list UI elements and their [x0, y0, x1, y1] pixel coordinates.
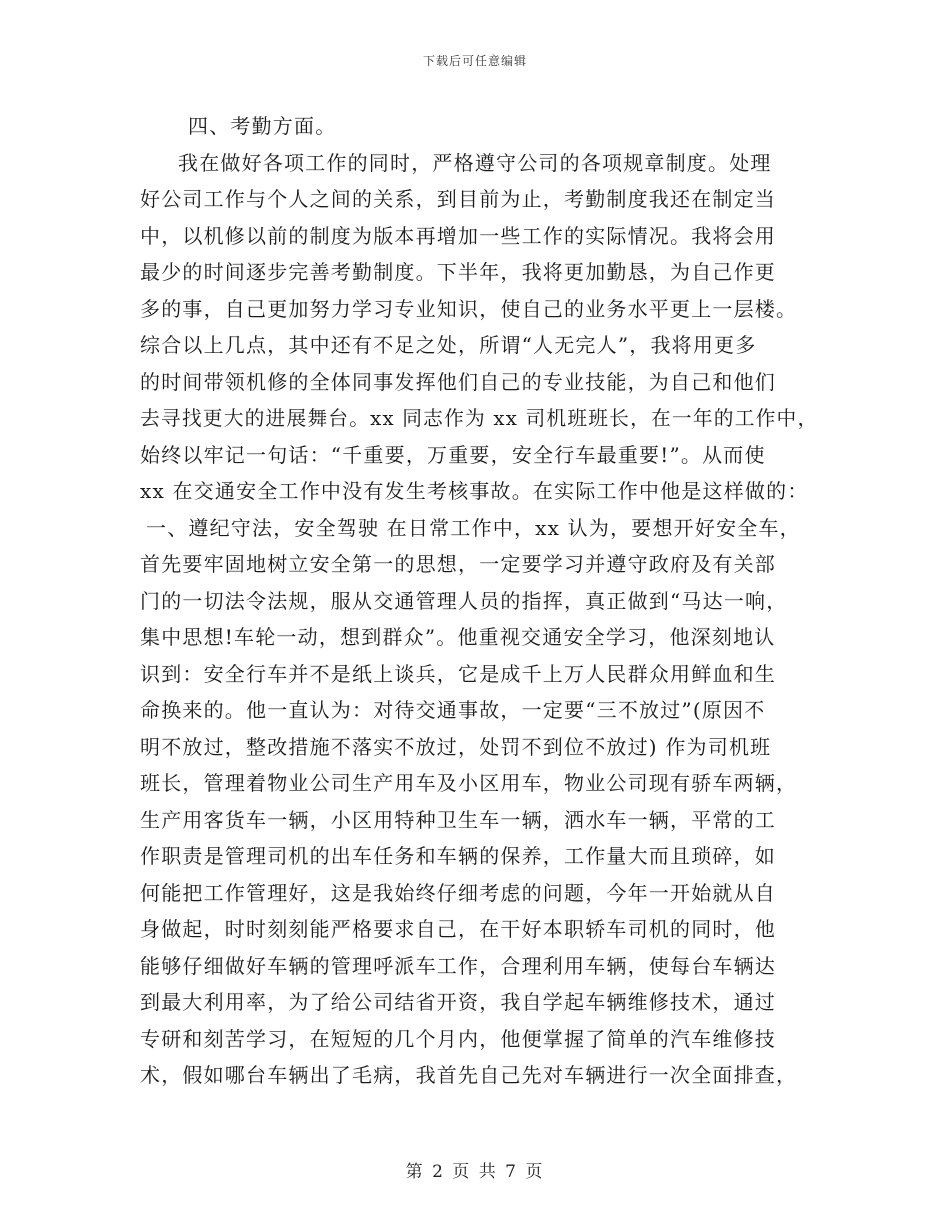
- text-line: xx 在交通安全工作中没有发生考核事故。在实际工作中他是这样做的：: [140, 479, 809, 503]
- text-line: 综合以上几点，其中还有不足之处，所谓“人无完人”，我将用更多: [140, 333, 757, 357]
- text-line: 术，假如哪台车辆出了毛病，我首先自己先对车辆进行一次全面排查，: [140, 1063, 798, 1087]
- text-line: 我在做好各项工作的同时，严格遵守公司的各项规章制度。处理: [178, 150, 772, 175]
- text-line: 何能把工作管理好，这是我始终仔细考虑的问题，今年一开始就从自: [140, 880, 776, 905]
- text-line: 始终以牢记一句话：“千重要，万重要，安全行车最重要!”。从而使: [140, 442, 766, 467]
- text-line: 最少的时间逐步完善考勤制度。下半年，我将更加勤恳，为自己作更: [140, 260, 776, 284]
- text-line: 命换来的。他一直认为：对待交通事故，一定要“三不放过”(原因不: [140, 698, 766, 722]
- text-line: 到最大利用率，为了给公司结省开资，我自学起车辆维修技术，通过: [140, 990, 776, 1014]
- text-line: 作职责是管理司机的出车任务和车辆的保养，工作量大而且琐碎，如: [140, 844, 776, 868]
- text-line: 集中思想!车轮一动，想到群众”。他重视交通安全学习，他深刻地认: [140, 625, 776, 649]
- text-line: 的时间带领机修的全体同事发挥他们自己的专业技能，为自己和他们: [140, 369, 776, 394]
- page-footer-number: 第 2 页 共 7 页: [405, 1162, 545, 1182]
- text-line: 首先要牢固地树立安全第一的思想，一定要学习并遵守政府及有关部: [140, 552, 776, 576]
- text-line: 班长，管理着物业公司生产用车及小区用车，物业公司现有骄车两辆，: [140, 771, 798, 795]
- text-line: 好公司工作与个人之间的关系，到目前为止，考勤制度我还在制定当: [140, 187, 776, 211]
- text-line: 识到：安全行车并不是纸上谈兵，它是成千上万人民群众用鲜血和生: [140, 661, 776, 686]
- text-line: 专研和刻苦学习，在短短的几个月内，他便掌握了简单的汽车维修技: [140, 1026, 776, 1051]
- text-line: 多的事，自己更加努力学习专业知识，使自己的业务水平更上一层楼。: [140, 296, 798, 321]
- text-line: 去寻找更大的进展舞台。xx 同志作为 xx 司机班班长，在一年的工作中，: [140, 406, 819, 430]
- page-header-note: 下载后可任意编辑: [422, 54, 527, 68]
- text-line: 四、考勤方面。: [188, 114, 337, 138]
- text-line: 一、遵纪守法，安全驾驶 在日常工作中，xx 认为，要想开好安全车，: [146, 515, 801, 540]
- text-line: 中，以机修以前的制度为版本再增加一些工作的实际情况。我将会用: [140, 223, 776, 248]
- text-line: 明不放过，整改措施不落实不放过，处罚不到位不放过) 作为司机班: [140, 734, 772, 759]
- text-line: 能够仔细做好车辆的管理呼派车工作，合理利用车辆，使每台车辆达: [140, 953, 776, 978]
- text-line: 门的一切法令法规，服从交通管理人员的指挥，真正做到“马达一响，: [140, 588, 788, 613]
- text-line: 身做起，时时刻刻能严格要求自己，在干好本职轿车司机的同时，他: [140, 917, 776, 941]
- text-line: 生产用客货车一辆，小区用特种卫生车一辆，洒水车一辆，平常的工: [140, 807, 776, 832]
